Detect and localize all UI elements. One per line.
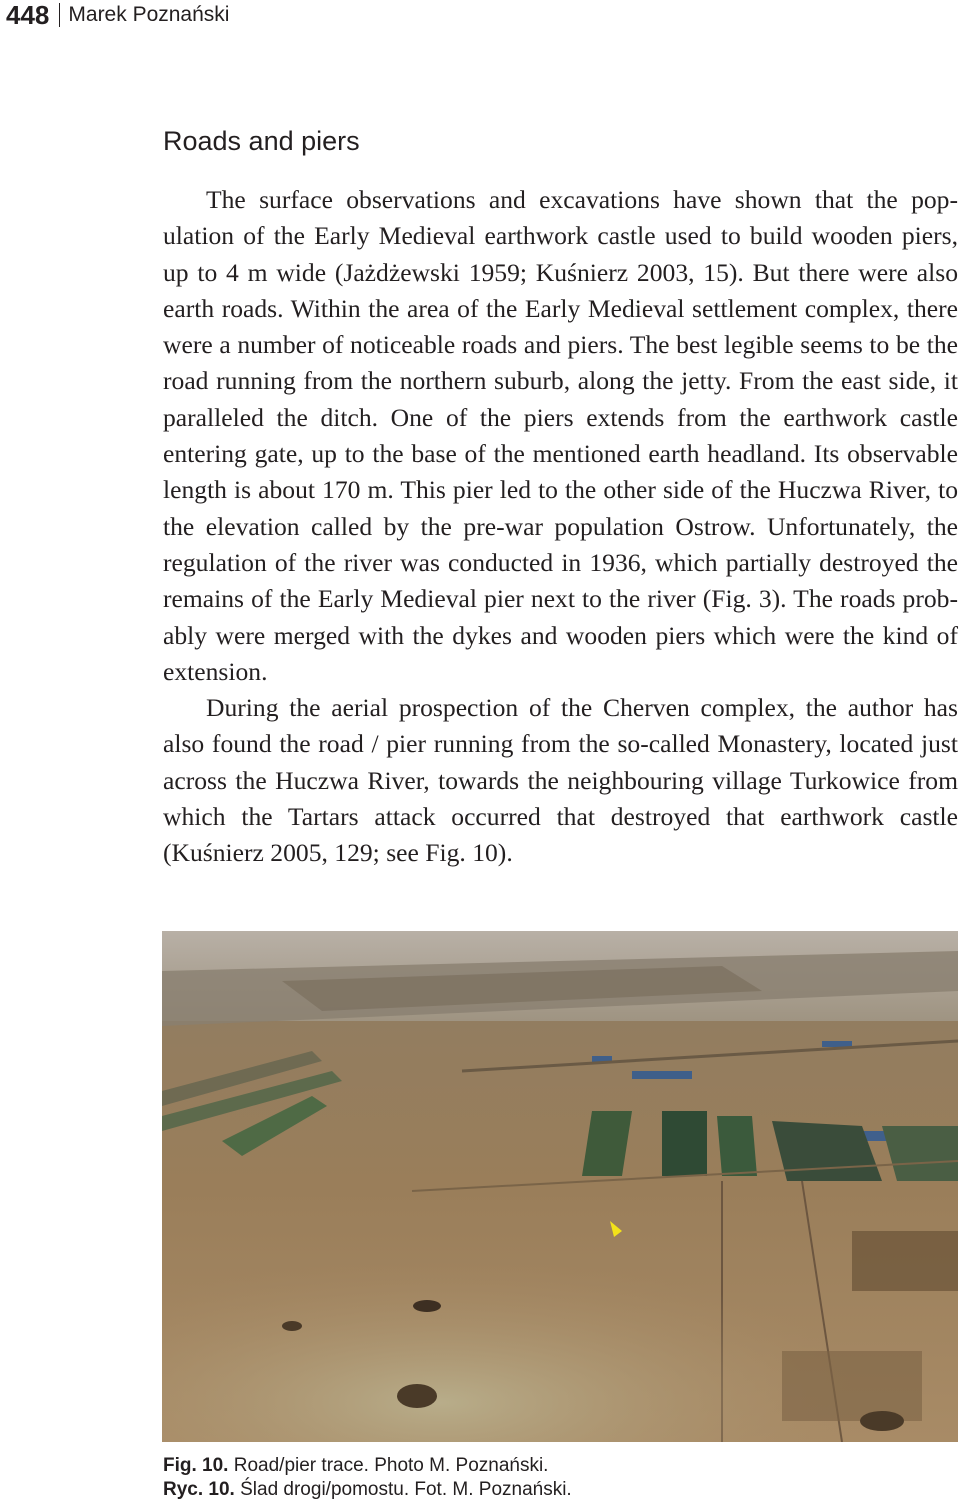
aerial-photo-figure	[162, 931, 958, 1442]
header-divider	[59, 3, 60, 27]
caption-label: Fig. 10.	[163, 1455, 229, 1476]
caption-text: Road/pier trace. Photo M. Poznański.	[233, 1455, 549, 1476]
paragraph: During the aerial prospection of the Cherven complex, the author has also found the road / pier running from the so-called Monastery, located just across the Huczwa River, towards the neighbouring village Turkowice from which the Tartars attack occurred that destroyed that earthwork castle (Kuśnierz 2005, 129; see Fig. 10).	[163, 693, 958, 868]
caption-text: Ślad drogi/pomostu. Fot. M. Poznański.	[240, 1479, 572, 1500]
figure-caption	[163, 1454, 572, 1502]
running-head-author: Marek Poznański	[68, 3, 230, 26]
page-number: 448	[6, 0, 50, 30]
body-text	[163, 182, 958, 872]
caption-english	[163, 1454, 572, 1478]
caption-label: Ryc. 10.	[163, 1479, 235, 1500]
caption-polish	[163, 1478, 572, 1502]
paragraph: The surface observations and excavations have shown that the population of the Early Medieval earthwork castle used to build wooden piers, up to 4 m wide (Jażdżewski 1959; Kuśnierz 2003, 15). But there were also earth roads. Within the area of the Early Medieval settlement complex, there were a number of noticeable roads and piers. The best legible seems to be the road running from the northern suburb, along the jetty. From the east side, it paralleled the ditch. One of the piers extends from the earthwork castle entering gate, up to the base of the mentioned earth headland. Its observable length is about 170 m. This pier led to the other side of the Huczwa River, to the elevation called by the pre-war population Ostrow. Unfortunately, the regulation of the river was conducted in 1936, which partially destroyed the remains of the Early Medieval pier next to the river (Fig. 3). The roads probably were merged with the dykes and wooden piers which were the kind of extension.	[163, 185, 958, 686]
aerial-photo	[162, 931, 958, 1442]
section-title: Roads and piers	[163, 126, 360, 156]
running-head	[6, 0, 229, 30]
